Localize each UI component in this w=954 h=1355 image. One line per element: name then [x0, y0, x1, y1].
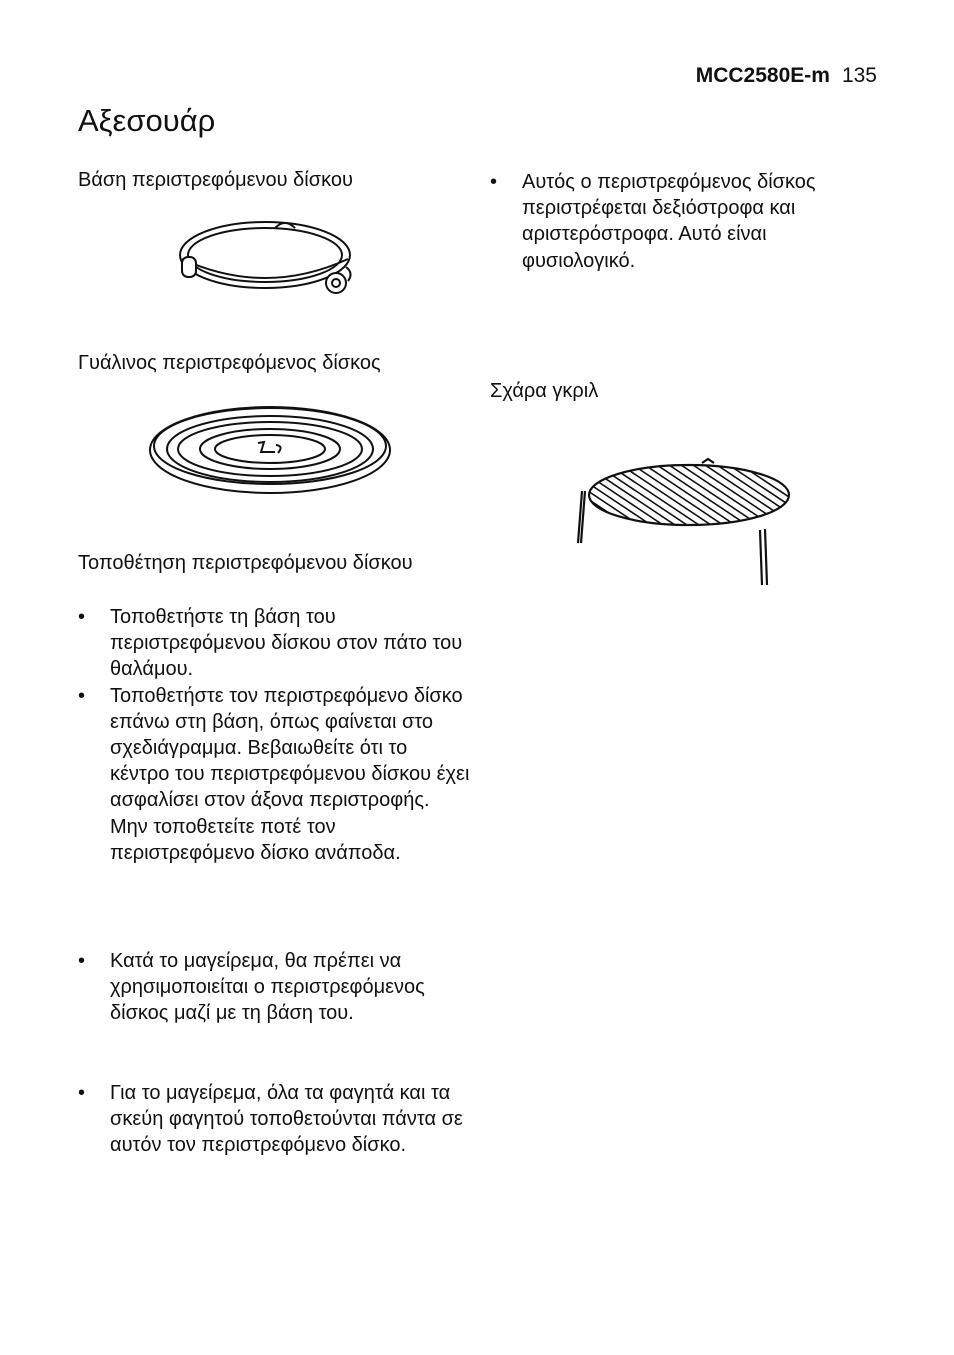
grill-rack-illustration: [570, 455, 800, 590]
label-turntable-base: Βάση περιστρεφόμενου δίσκου: [78, 169, 353, 191]
label-glass-turntable: Γυάλινος περιστρεφόμενος δίσκος: [78, 352, 381, 374]
list-item: • Τοποθετήστε τον περιστρεφόμενο δίσκο επάνω στη βάση, όπως φαίνεται στο σχεδιάγραμμα. Βεβαιωθείτε ότι το κέντρο του περιστρεφόμενου δίσκου έχει ασφαλίσει στον άξονα περιστροφής. Μην τοποθετείτε ποτέ τον περιστρεφόμενο δίσκο ανάποδα.: [78, 683, 470, 866]
list-item: • Αυτός ο περιστρεφόμενος δίσκος περιστρέφεται δεξιόστροφα και αριστερόστροφα. Αυτό είναι φυσιολογικό.: [490, 169, 870, 274]
installation-steps: [78, 604, 470, 866]
usage-note-list: [78, 948, 470, 1027]
turntable-ring-illustration: [170, 215, 360, 300]
page-header: [696, 64, 877, 88]
page-number: 135: [841, 64, 877, 87]
list-item: • Για το μαγείρεμα, όλα τα φαγητά και τα σκεύη φαγητού τοποθετούνται πάντα σε αυτόν τον περιστρεφόμενο δίσκο.: [78, 1080, 470, 1159]
food-placement-list: [78, 1080, 470, 1159]
glass-turntable-illustration: [148, 403, 392, 500]
model-name: MCC2580E-m: [695, 64, 830, 87]
label-grill-rack: Σχάρα γκριλ: [490, 380, 599, 402]
list-item: • Κατά το μαγείρεμα, θα πρέπει να χρησιμοποιείται ο περιστρεφόμενος δίσκος μαζί με τη βάση του.: [78, 948, 470, 1027]
label-installing-turntable: Τοποθέτηση περιστρεφόμενου δίσκου: [78, 552, 413, 574]
list-item: • Τοποθετήστε τη βάση του περιστρεφόμενου δίσκου στον πάτο του θαλάμου.: [78, 604, 470, 683]
rotation-note-list: [490, 169, 870, 274]
page-title: Αξεσουάρ: [78, 103, 216, 138]
